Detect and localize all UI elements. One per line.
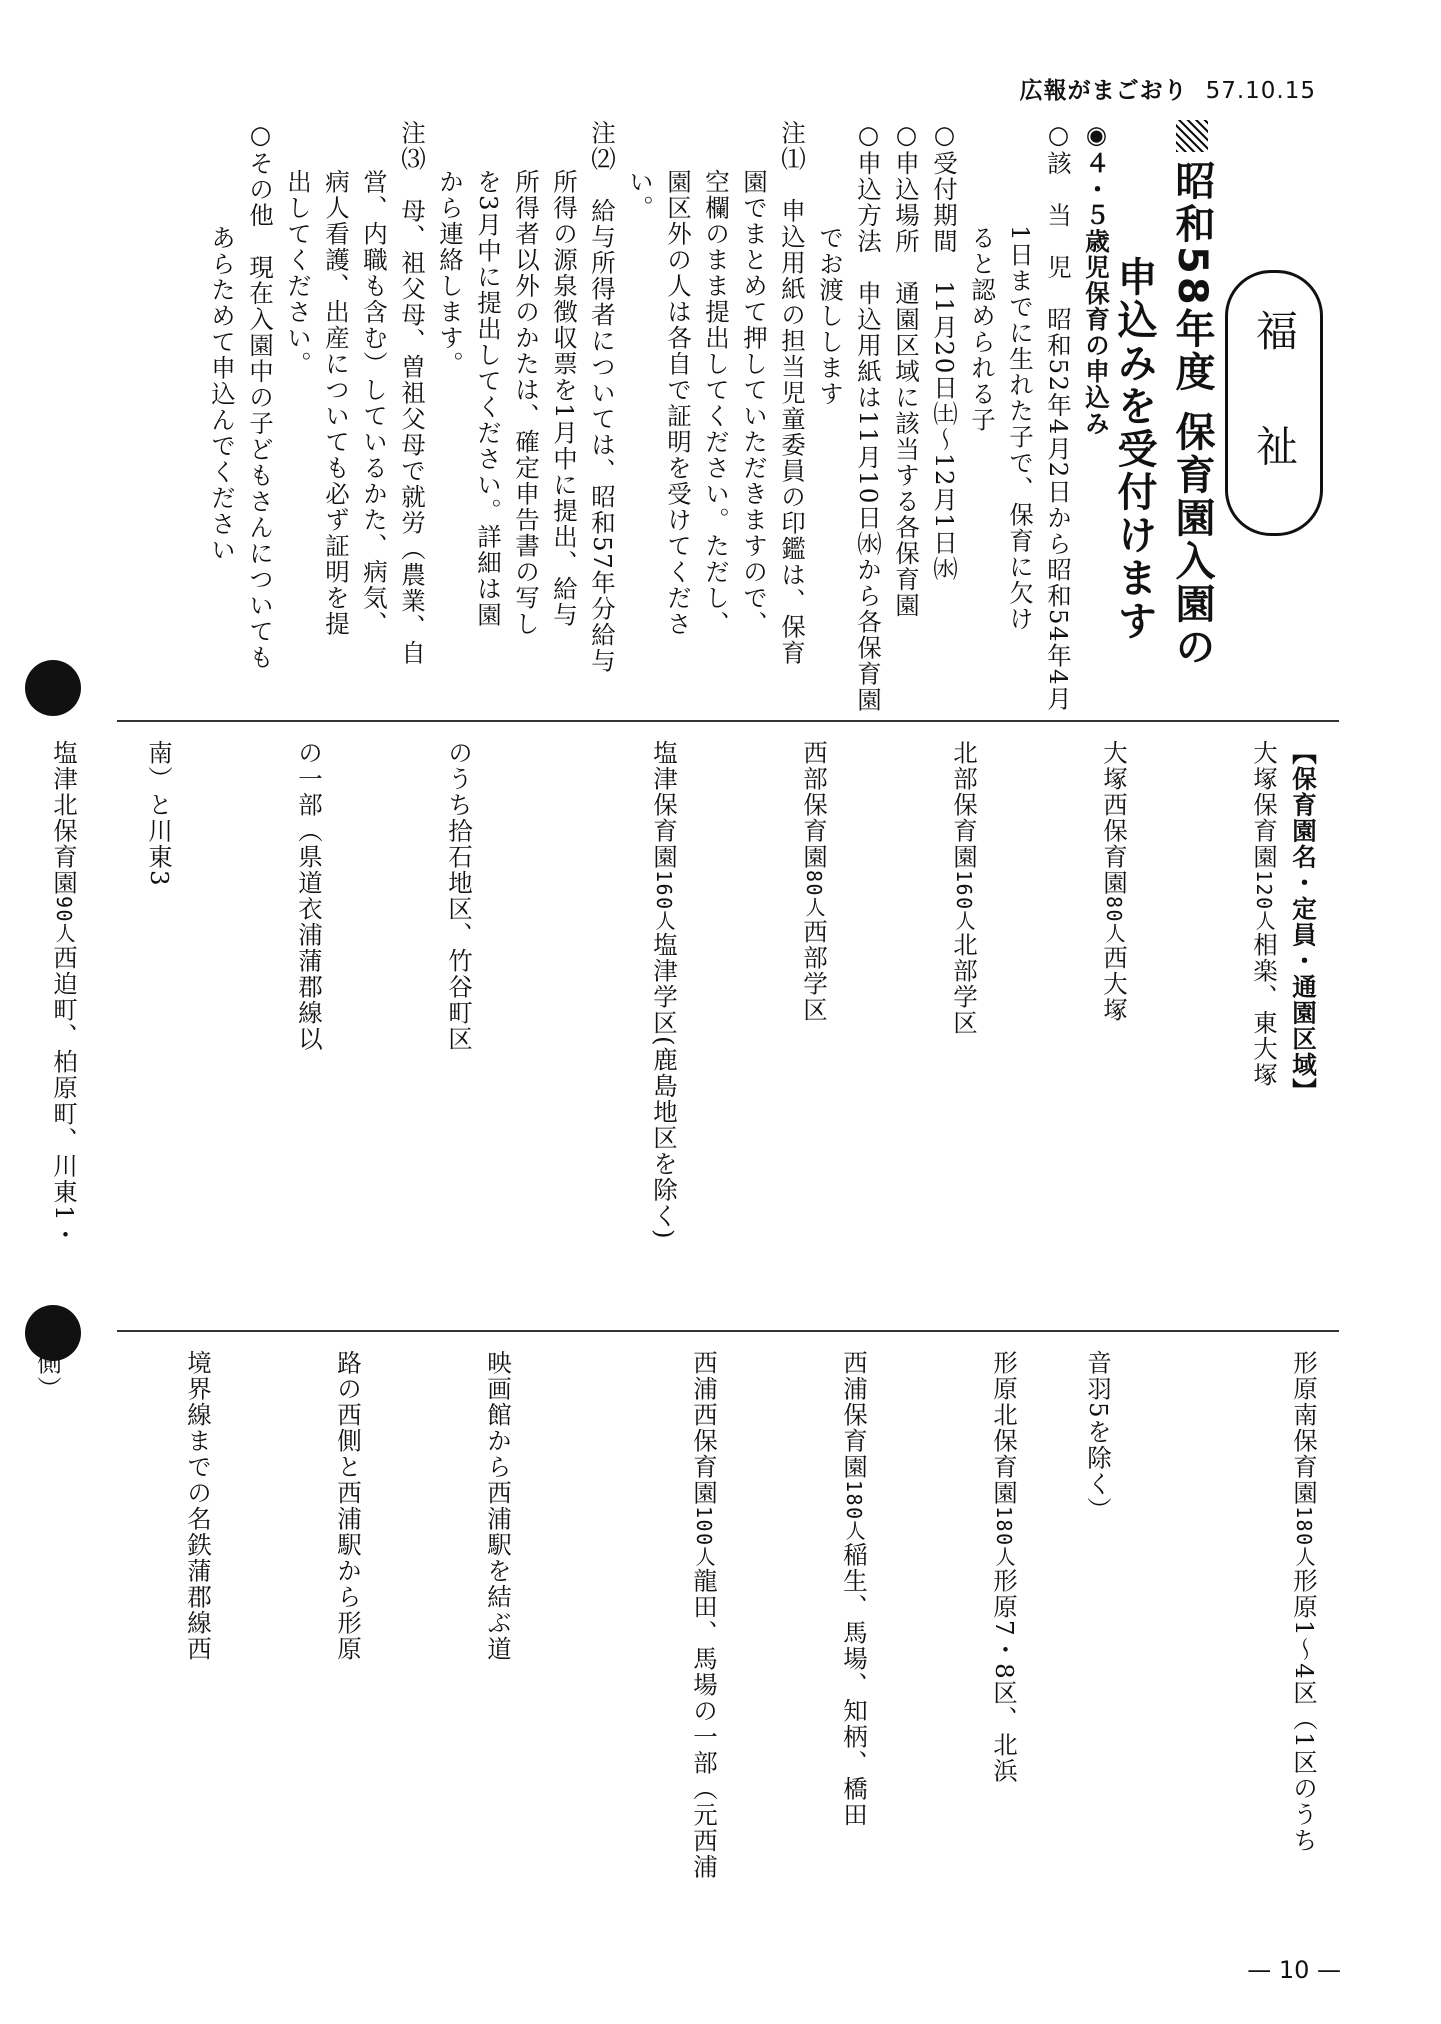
commute-area: 側） — [34, 1350, 63, 1402]
table-row — [984, 740, 1134, 1300]
nursery-name: 塩津北保育園 — [50, 740, 79, 896]
text-line: ○申込場所 通園区域に該当する各保育園 — [892, 120, 921, 619]
table-row-continuation — [234, 740, 384, 1300]
table-row — [723, 1350, 873, 1950]
section-1-2-3-band — [34, 1350, 1323, 1950]
category-badge: 福 祉 — [1225, 270, 1323, 536]
title-line-1: 昭和58年度 保育園入園の — [1169, 160, 1215, 669]
table-row-continuation — [423, 1350, 573, 1950]
nursery-name: 形原北保育園 — [990, 1350, 1019, 1506]
text-line: ○該 当 児 昭和52年4月2日から昭和54年4月 — [1044, 120, 1073, 713]
nursery-name: 西浦保育園 — [840, 1350, 869, 1480]
nursery-capacity: 180人 — [842, 1480, 866, 1543]
table-row — [1173, 1350, 1323, 1950]
commute-area: 塩津学区(鹿島地区を除く) — [650, 932, 679, 1241]
text-line: 所得の源泉徴収票を1月中に提出、給与 — [550, 169, 579, 629]
section-divider — [117, 720, 1339, 722]
table-row — [573, 1350, 723, 1950]
nursery-capacity: 90人 — [52, 896, 76, 945]
text-line: 注⑶ 母、祖父母、曽祖父母で就労（農業、自 — [398, 120, 427, 666]
table-row-continuation — [84, 740, 234, 1300]
commute-area: 路の西側と西浦駅から形原 — [334, 1350, 363, 1662]
text-line: 注⑴ 申込用紙の担当児童委員の印鑑は、保育 — [778, 120, 807, 666]
table-row-continuation — [384, 740, 534, 1300]
table-row — [1134, 740, 1284, 1300]
table-row-continuation — [0, 1350, 123, 1950]
nursery-table-band — [50, 740, 1323, 1300]
commute-area: 西大塚 — [1100, 944, 1129, 1023]
table-heading: 【保育園名・定員・通園区域】 — [1289, 740, 1318, 1104]
text-line: から連絡します。 — [436, 169, 465, 377]
title-line-2: 申込みを受付けます — [1111, 256, 1157, 643]
table-row-continuation — [123, 1350, 273, 1950]
text-line: 営、内職も含む）しているかた、病気、 — [360, 169, 389, 637]
table-row — [534, 740, 684, 1300]
nursery-capacity: 180人 — [1292, 1506, 1316, 1569]
text-line: 園でまとめて押していただきますので、 — [740, 169, 769, 637]
nursery-capacity: 80人 — [1102, 896, 1126, 945]
text-line: ると認められる子 — [968, 225, 997, 434]
nursery-name: 大塚保育園 — [1250, 740, 1279, 870]
commute-area: 相楽、東大塚 — [1250, 932, 1279, 1089]
text-line: を3月中に提出してください。詳細は園 — [474, 169, 503, 629]
text-line: い。 — [626, 169, 655, 221]
table-row — [0, 740, 84, 1300]
text-line: 1日までに生れた子で、保育に欠け — [1006, 225, 1035, 633]
section-4-5-band — [120, 120, 1323, 713]
text-line: でお渡しします — [816, 225, 845, 408]
commute-area: 稲生、馬場、知柄、橋田 — [840, 1542, 869, 1829]
commute-area: 音羽5を除く） — [1084, 1350, 1113, 1524]
commute-area: 南）と川東3 — [145, 740, 174, 888]
nursery-capacity: 180人 — [992, 1506, 1016, 1569]
nursery-name: 塩津保育園 — [650, 740, 679, 870]
commute-area: 形原1～4区（1区のうち — [1290, 1568, 1319, 1854]
nursery-capacity: 100人 — [692, 1506, 716, 1569]
nursery-name: 西部保育園 — [800, 740, 829, 870]
table-row — [684, 740, 834, 1300]
table-row-continuation — [273, 1350, 423, 1950]
text-line: 病人看護、出産についても必ず証明を提 — [322, 169, 351, 637]
table-row — [873, 1350, 1023, 1950]
nursery-capacity: 160人 — [952, 870, 976, 933]
text-line: ○その他 現在入園中の子どもさんについても — [246, 120, 275, 671]
table-row — [834, 740, 984, 1300]
page-number: — 10 — — [1247, 1956, 1341, 1984]
text-line: 所得者以外のかたは、確定申告書の写し — [512, 169, 541, 637]
section-divider — [117, 1330, 1339, 1332]
text-line: 空欄のまま提出してください。ただし、 — [702, 169, 731, 637]
text-line: あらためて申込んでください — [208, 225, 237, 564]
commute-area: 龍田、馬場の一部（元西浦 — [690, 1568, 719, 1881]
section-heading: ◉４・５歳児保育の申込み — [1082, 120, 1111, 437]
nursery-table — [0, 740, 1323, 1300]
article-title — [1105, 120, 1221, 700]
punch-hole — [25, 660, 81, 716]
nursery-capacity: 120人 — [1252, 870, 1276, 933]
commute-area: 西迫町、柏原町、川東1・ — [50, 944, 79, 1248]
text-line: 園区外の人は各自で証明を受けてくださ — [664, 169, 693, 637]
publication-name: 広報がまごおり — [1019, 78, 1188, 104]
publication-header — [1020, 72, 1316, 105]
nursery-capacity: 80人 — [802, 870, 826, 919]
commute-area: 西部学区 — [800, 918, 829, 1023]
text-line: ○受付期間 11月20日㈯～12月1日㈬ — [930, 120, 959, 583]
text-line: ○申込方法 申込用紙は11月10日㈬から各保育園 — [854, 120, 883, 713]
nursery-name: 北部保育園 — [950, 740, 979, 870]
nursery-capacity: 160人 — [652, 870, 676, 933]
section-1-2-3 — [0, 1350, 1323, 1950]
text-line: 出してください。 — [284, 169, 313, 377]
issue-date: 57.10.15 — [1205, 78, 1316, 104]
commute-area: の一部（県道衣浦蒲郡線以 — [295, 740, 324, 1052]
section-4-5 — [203, 120, 1115, 713]
nursery-name: 西浦西保育園 — [690, 1350, 719, 1506]
table-row-continuation — [1023, 1350, 1173, 1950]
commute-area: 形原7・8区、北浜 — [990, 1568, 1019, 1785]
nursery-name: 大塚西保育園 — [1100, 740, 1129, 896]
nursery-name: 形原南保育園 — [1290, 1350, 1319, 1506]
commute-area: 北部学区 — [950, 932, 979, 1037]
title-hatch-mark — [1176, 120, 1208, 152]
commute-area: のうち拾石地区、竹谷町区 — [445, 740, 474, 1052]
commute-area: 境界線までの名鉄蒲郡線西 — [184, 1350, 213, 1662]
text-line: 注⑵ 給与所得者については、昭和57年分給与 — [588, 120, 617, 675]
commute-area: 映画館から西浦駅を結ぶ道 — [484, 1350, 513, 1662]
